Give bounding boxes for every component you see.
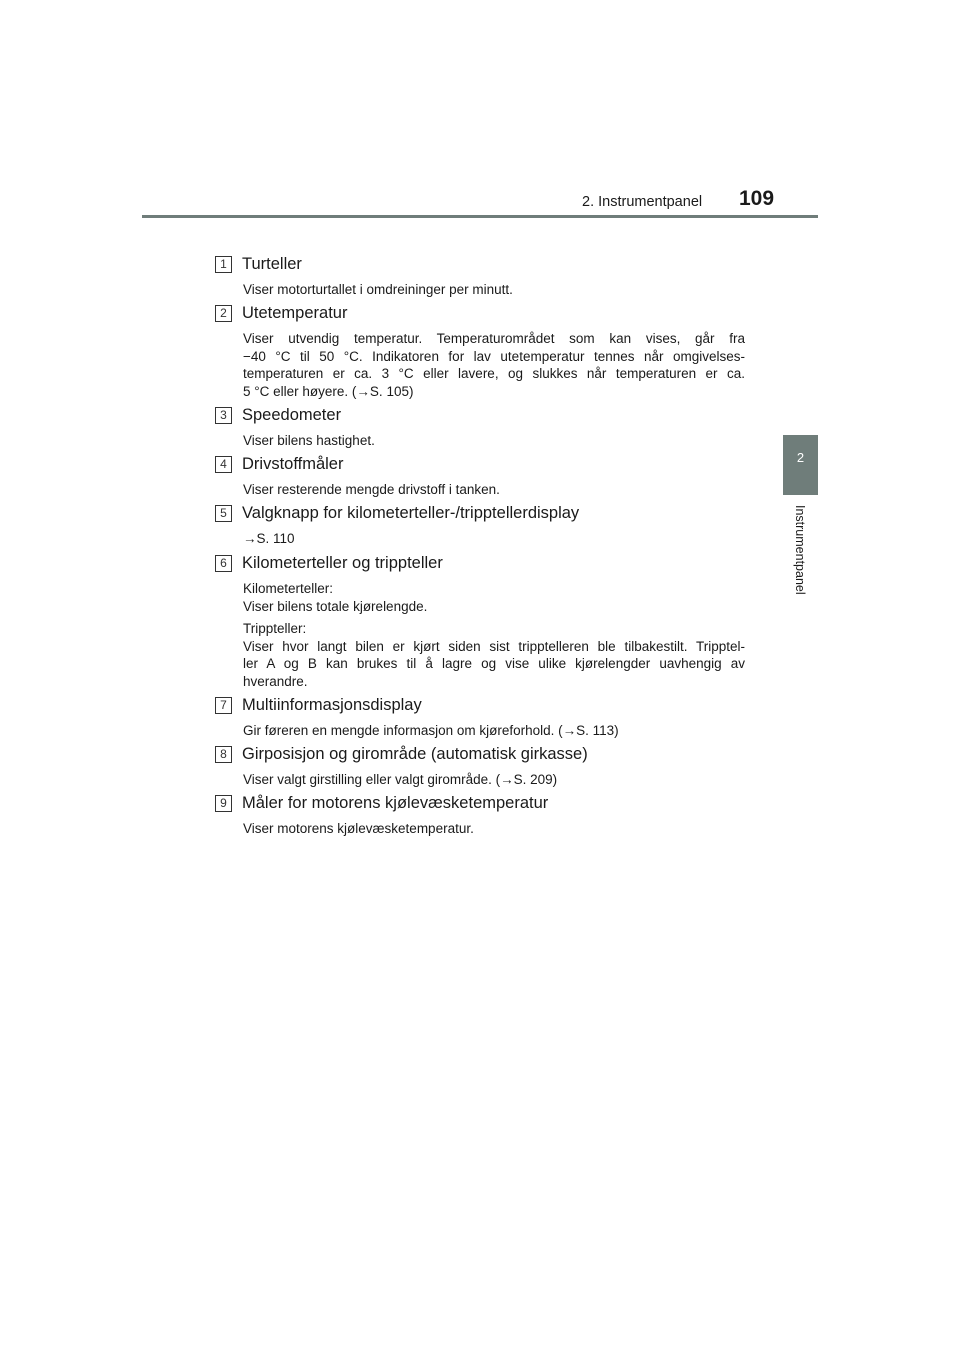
description-line: Viser bilens hastighet. xyxy=(243,433,375,448)
list-item xyxy=(215,453,745,499)
item-title: Drivstoffmåler xyxy=(242,454,344,473)
odometer-text: Viser bilens totale kjørelengde. xyxy=(243,598,428,614)
item-description xyxy=(243,481,745,499)
description-line: −40 °C til 50 °C. Indikatoren for lav utetemperatur tennes når omgivelses- xyxy=(243,348,745,364)
item-description xyxy=(243,432,745,450)
odometer-label: Kilometerteller: xyxy=(243,581,334,596)
description-line: Viser hvor langt bilen er kjørt siden sist tripptelleren ble tilbakestilt. Tripptel- xyxy=(243,638,745,654)
description-line: Viser valgt girstilling eller valgt girområde. (→S. 209) xyxy=(243,772,558,787)
item-description xyxy=(243,580,745,690)
item-number-badge: 2 xyxy=(215,305,232,322)
item-title: Multiinformasjonsdisplay xyxy=(242,695,422,714)
item-number-badge: 1 xyxy=(215,256,232,273)
header-divider xyxy=(142,215,818,218)
item-number-badge: 3 xyxy=(215,407,232,424)
list-item xyxy=(215,502,745,548)
list-item xyxy=(215,743,745,789)
item-title: Måler for motorens kjølevæsketemperatur xyxy=(242,793,549,812)
item-title: Utetemperatur xyxy=(242,303,348,322)
item-description xyxy=(243,820,745,838)
description-line: ler A og B kan brukes til å lagre og vise ulike kjørelengder uavhengig av xyxy=(243,656,745,671)
list-item xyxy=(215,694,745,740)
item-description xyxy=(243,530,745,548)
item-title: Valgknapp for kilometerteller-/tripptellerdisplay xyxy=(242,503,580,522)
item-description xyxy=(243,771,745,789)
chapter-tab xyxy=(783,435,818,495)
list-item xyxy=(215,792,745,838)
description-line: Viser resterende mengde drivstoff i tanken. xyxy=(243,482,500,497)
trip-paragraph xyxy=(243,620,745,690)
description-line: Viser utvendig temperatur. Temperaturområdet som kan vises, går fra xyxy=(243,331,745,346)
description-line: 5 °C eller høyere. (→S. 105) xyxy=(243,383,414,399)
description-line: Gir føreren en mengde informasjon om kjøreforhold. (→S. 113) xyxy=(243,723,619,738)
description-line: Viser motorens kjølevæsketemperatur. xyxy=(243,821,474,836)
list-item xyxy=(215,552,745,690)
item-title: Girposisjon og girområde (automatisk girkasse) xyxy=(242,744,588,763)
item-description xyxy=(243,281,745,299)
chapter-label-container xyxy=(793,505,813,625)
item-title: Turteller xyxy=(242,254,302,273)
chapter-label: Instrumentpanel xyxy=(793,505,807,595)
item-title: Kilometerteller og trippteller xyxy=(242,553,443,572)
description-line: hverandre. xyxy=(243,673,308,689)
item-description xyxy=(243,722,745,740)
item-number-badge: 8 xyxy=(215,746,232,763)
item-title: Speedometer xyxy=(242,405,342,424)
chapter-number: 2 xyxy=(796,450,805,465)
item-number-badge: 6 xyxy=(215,555,232,572)
description-line: temperaturen er ca. 3 °C eller lavere, og slukkes når temperaturen er ca. xyxy=(243,366,745,381)
item-number-badge: 9 xyxy=(215,795,232,812)
section-title: 2. Instrumentpanel xyxy=(582,194,703,210)
page-number: 109 xyxy=(739,187,775,210)
item-number-badge: 4 xyxy=(215,456,232,473)
list-item xyxy=(215,404,745,450)
list-item xyxy=(215,253,745,299)
list-item xyxy=(215,302,745,400)
item-number-badge: 7 xyxy=(215,697,232,714)
page-reference: →S. 110 xyxy=(243,531,295,546)
trip-label: Trippteller: xyxy=(243,621,307,636)
odometer-paragraph xyxy=(243,580,745,615)
item-number-badge: 5 xyxy=(215,505,232,522)
description-line: Viser motorturtallet i omdreininger per minutt. xyxy=(243,282,513,297)
item-description xyxy=(243,330,745,400)
